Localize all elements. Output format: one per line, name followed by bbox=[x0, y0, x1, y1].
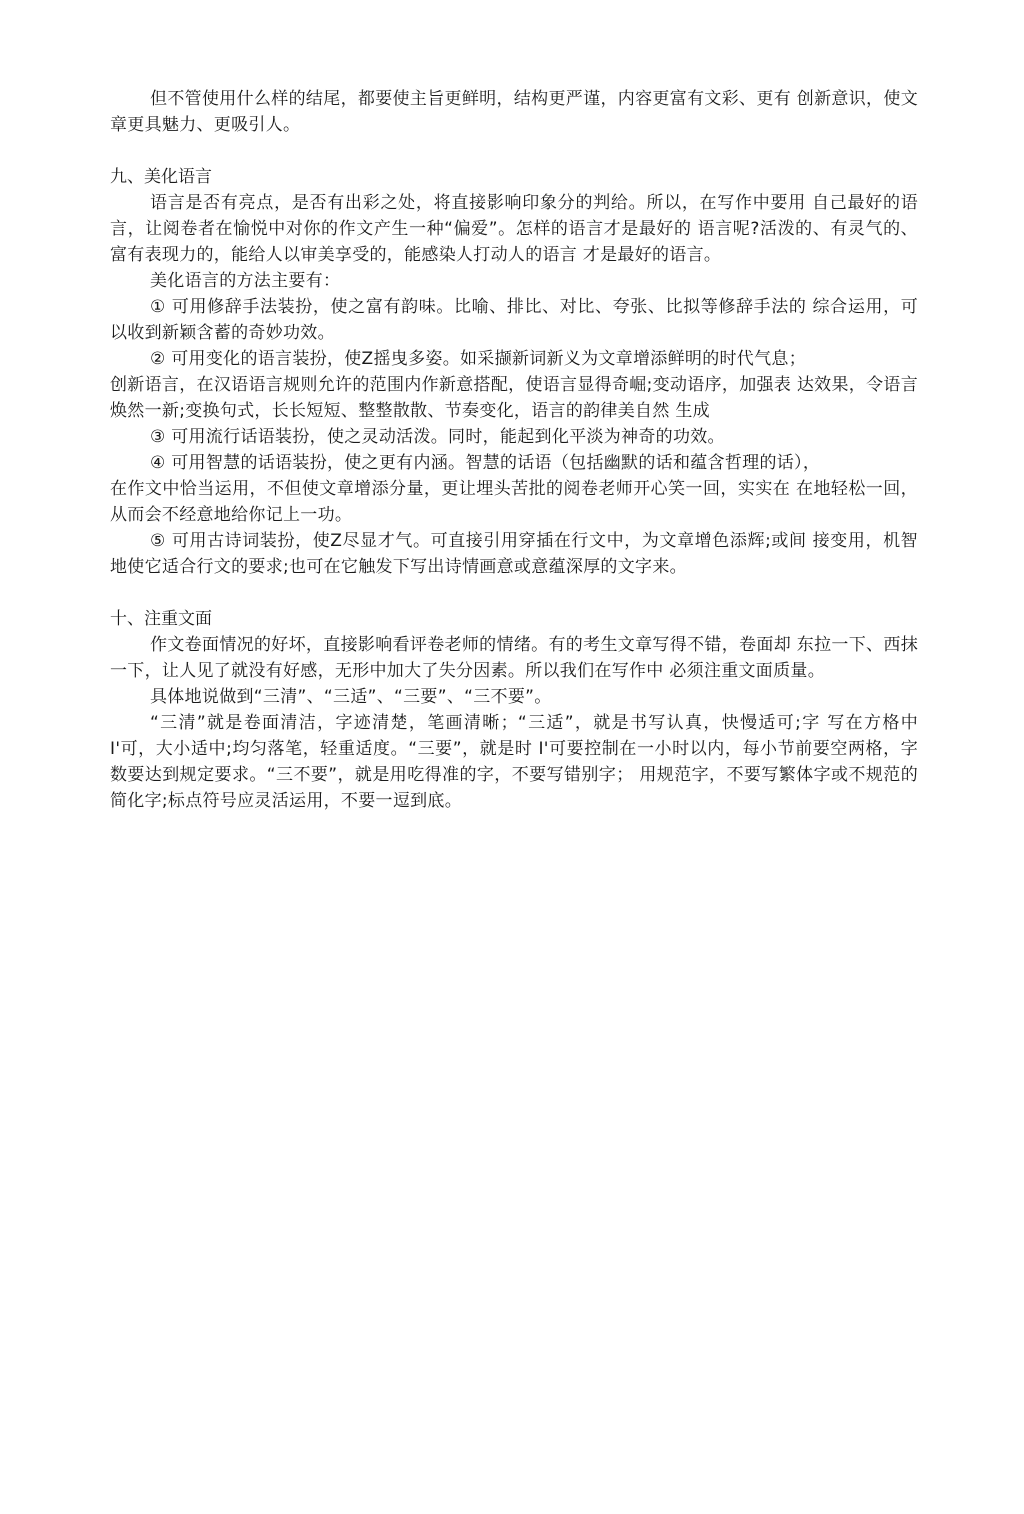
section-9-item-2-line-1: ② 可用变化的语言装扮，使Z摇曳多姿。如采撷新词新义为文章增添鲜明的时代气息； bbox=[150, 349, 806, 369]
section-9-item-1: ① 可用修辞手法装扮，使之富有韵味。比喻、排比、对比、夸张、比拟等修辞手法的 综合运用，可以收到新颖含蓄的奇妙功效。 bbox=[110, 297, 918, 343]
section-10-paragraph-2: 具体地说做到“三清”、“三适”、“三要”、“三不要”。 bbox=[150, 687, 552, 707]
section-9-item-5: ⑤ 可用古诗词装扮，使Z尽显才气。可直接引用穿插在行文中，为文章增色添辉;或间 接变用，机智地使它适合行文的要求;也可在它触发下写出诗情画意或意蕴深厚的文字来。 bbox=[110, 531, 918, 577]
section-9-paragraph-1: 语言是否有亮点，是否有出彩之处，将直接影响印象分的判给。所以，在写作中要用 自己最好的语言，让阅卷者在愉悦中对你的作文产生一种“偏爱”。怎样的语言才是最好的 语言呢?活泼的、有灵气的、富有表现力的，能给人以审美享受的，能感染人打动人的语言 才是最好的语言。 bbox=[110, 193, 918, 265]
section-spacer bbox=[110, 138, 918, 164]
section-9-item-4-continuation: 在作文中恰当运用，不但使文章增添分量，更让埋头苦批的阅卷老师开心笑一回，实实在 在地轻松一回，从而会不经意地给你记上一功。 bbox=[110, 479, 918, 525]
section-9-heading: 九、美化语言 bbox=[110, 167, 212, 187]
section-9-item-3: ③ 可用流行话语装扮，使之灵动活泼。同时，能起到化平淡为神奇的功效。 bbox=[150, 427, 725, 447]
document-body bbox=[110, 86, 918, 814]
section-10-paragraph-3: “三清”就是卷面清洁，字迹清楚，笔画清晰；“三适”，就是书写认真，快慢适可;字 写在方格中 I'可，大小适中;均匀落笔，轻重适度。“三要”，就是时 I'可要控制在一小时以内，每小节前要空两格，字数要达到规定要求。“三不要”，就是用吃得准的字，不要写错别字； 用规范字，不要写繁体字或不规范的简化字;标点符号应灵活运用，不要一逗到底。 bbox=[110, 713, 918, 811]
section-9-item-2-continuation: 创新语言，在汉语语言规则允许的范围内作新意搭配，使语言显得奇崛;变动语序，加强表 达效果，令语言焕然一新;变换句式，长长短短、整整散散、节奏变化，语言的韵律美自然 生成 bbox=[110, 375, 918, 421]
section-9-item-4-line-1: ④ 可用智慧的话语装扮，使之更有内涵。智慧的话语（包括幽默的话和蕴含哲理的话）， bbox=[150, 453, 821, 473]
section-spacer bbox=[110, 580, 918, 606]
section-9-paragraph-2: 美化语言的方法主要有： bbox=[150, 271, 341, 291]
intro-paragraph: 但不管使用什么样的结尾，都要使主旨更鲜明，结构更严谨，内容更富有文彩、更有 创新意识，使文章更具魅力、更吸引人。 bbox=[110, 89, 918, 135]
section-10-heading: 十、注重文面 bbox=[110, 609, 212, 629]
section-10-paragraph-1: 作文卷面情况的好坏，直接影响看评卷老师的情绪。有的考生文章写得不错，卷面却 东拉一下、西抹一下，让人见了就没有好感，无形中加大了失分因素。所以我们在写作中 必须注重文面质量。 bbox=[110, 635, 918, 681]
